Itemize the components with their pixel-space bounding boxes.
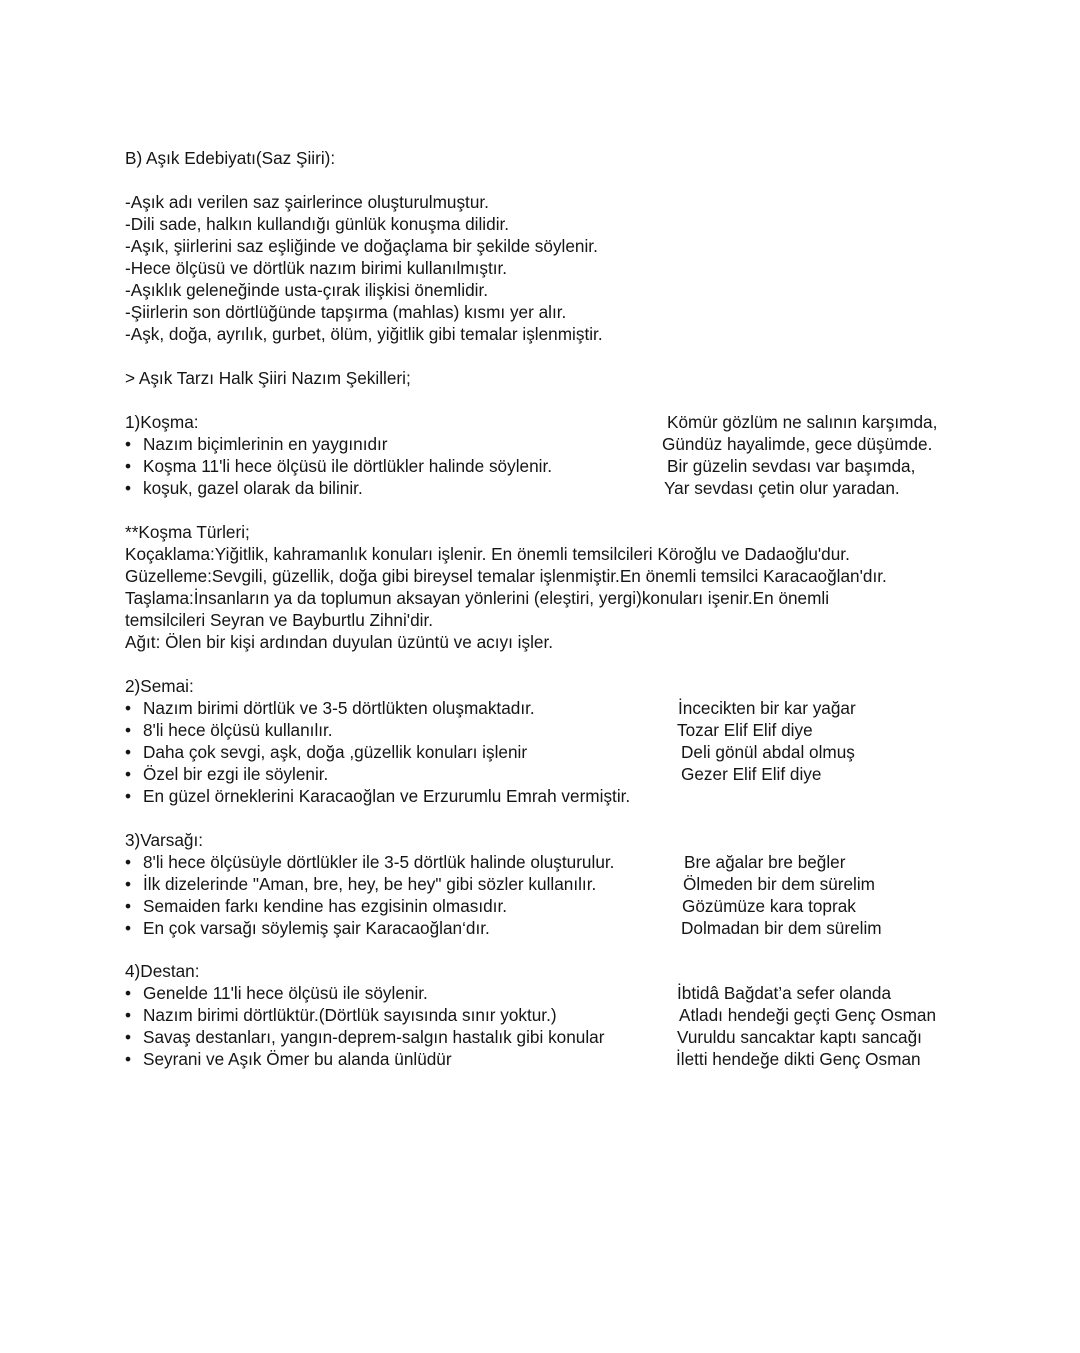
destan-poem-line: Vuruldu sancaktar kaptı sancağı — [677, 1027, 922, 1047]
kosma-bullet-item: • Koşma 11'li hece ölçüsü ile dörtlükler halinde söylenir. — [125, 456, 552, 476]
bullet-icon: • — [125, 1027, 132, 1047]
kosma-poem-line: Gündüz hayalimde, gece düşümde. — [662, 434, 933, 454]
varsagi-bullet-item: • Semaiden farkı kendine has ezgisinin olmasıdır. — [125, 896, 507, 916]
kosma-bullet-item: • Nazım biçimlerinin en yaygınıdır — [125, 434, 388, 454]
varsagi-bullet-item: • 8'li hece ölçüsüyle dörtlükler ile 3-5 dörtlük halinde oluşturulur. — [125, 852, 615, 872]
varsagi-bullet-item: • En çok varsağı söylemiş şair Karacaoğlan‘dır. — [125, 918, 490, 938]
feature-line: -Aşık adı verilen saz şairlerince oluşturulmuştur. — [125, 192, 489, 212]
bullet-icon: • — [125, 698, 132, 718]
destan-bullet-item: • Seyrani ve Aşık Ömer bu alanda ünlüdür — [125, 1049, 452, 1069]
bullet-icon: • — [125, 896, 132, 916]
varsagi-poem-line: Dolmadan bir dem sürelim — [681, 918, 882, 938]
kosma-type-line: temsilcileri Seyran ve Bayburtlu Zihni'dir. — [125, 610, 433, 630]
bullet-icon: • — [125, 983, 132, 1003]
destan-bullet-item: • Genelde 11'li hece ölçüsü ile söylenir. — [125, 983, 428, 1003]
bullet-icon: • — [125, 742, 132, 762]
kosma-type-line: Güzelleme:Sevgili, güzellik, doğa gibi bireysel temalar işlenmiştir.En önemli temsilci Karacaoğlan'dır. — [125, 566, 887, 586]
feature-line: -Şiirlerin son dörtlüğünde tapşırma (mahlas) kısmı yer alır. — [125, 302, 567, 322]
bullet-icon: • — [125, 456, 132, 476]
bullet-icon: • — [125, 764, 132, 784]
bullet-icon: • — [125, 786, 132, 806]
semai-poem-line: Tozar Elif Elif diye — [677, 720, 813, 740]
forms-title: > Aşık Tarzı Halk Şiiri Nazım Şekilleri; — [125, 368, 411, 388]
bullet-icon: • — [125, 1049, 132, 1069]
kosma-type-line: Ağıt: Ölen bir kişi ardından duyulan üzüntü ve acıyı işler. — [125, 632, 554, 652]
kosma-type-line: Taşlama:İnsanların ya da toplumun aksayan yönlerini (eleştiri, yergi)konuları işenir.En önemli — [125, 588, 830, 608]
semai-poem-line: İncecikten bir kar yağar — [678, 698, 856, 718]
feature-line: -Aşıklık geleneğinde usta-çırak ilişkisi önemlidir. — [125, 280, 488, 300]
kosma-poem-line: Yar sevdası çetin olur yaradan. — [664, 478, 900, 498]
semai-bullet-item: • En güzel örneklerini Karacaoğlan ve Erzurumlu Emrah vermiştir. — [125, 786, 631, 806]
varsagi-bullet-item: • İlk dizelerinde "Aman, bre, hey, be hey" gibi sözler kullanılır. — [125, 874, 597, 894]
varsagi-poem-line: Ölmeden bir dem sürelim — [683, 874, 875, 894]
bullet-icon: • — [125, 1005, 132, 1025]
semai-bullet-item: • Daha çok sevgi, aşk, doğa ,güzellik konuları işlenir — [125, 742, 528, 762]
feature-line: -Aşk, doğa, ayrılık, gurbet, ölüm, yiğitlik gibi temalar işlenmiştir. — [125, 324, 603, 344]
bullet-icon: • — [125, 918, 132, 938]
feature-line: -Hece ölçüsü ve dörtlük nazım birimi kullanılmıştır. — [125, 258, 508, 278]
bullet-icon: • — [125, 852, 132, 872]
bullet-icon: • — [125, 720, 132, 740]
semai-poem-line: Gezer Elif Elif diye — [681, 764, 822, 784]
destan-poem-line: İbtidâ Bağdat’a sefer olanda — [677, 983, 892, 1003]
varsagi-title: 3)Varsağı: — [125, 830, 204, 850]
kosma-title: 1)Koşma: — [125, 412, 199, 432]
destan-bullet-item: • Nazım birimi dörtlüktür.(Dörtlük sayısında sınır yoktur.) — [125, 1005, 557, 1025]
feature-line: -Dili sade, halkın kullandığı günlük konuşma dilidir. — [125, 214, 510, 234]
kosma-poem-line: Bir güzelin sevdası var başımda, — [667, 456, 916, 476]
semai-bullet-item: • Özel bir ezgi ile söylenir. — [125, 764, 329, 784]
destan-bullet-item: • Savaş destanları, yangın-deprem-salgın hastalık gibi konular — [125, 1027, 605, 1047]
semai-bullet-item: • Nazım birimi dörtlük ve 3-5 dörtlükten oluşmaktadır. — [125, 698, 535, 718]
semai-poem-line: Deli gönül abdal olmuş — [681, 742, 855, 762]
kosma-types-title: **Koşma Türleri; — [125, 522, 250, 542]
bullet-icon: • — [125, 478, 132, 498]
destan-poem-line: Atladı hendeği geçti Genç Osman — [679, 1005, 937, 1025]
varsagi-poem-line: Gözümüze kara toprak — [682, 896, 856, 916]
kosma-bullet-item: • koşuk, gazel olarak da bilinir. — [125, 478, 363, 498]
semai-bullet-item: • 8'li hece ölçüsü kullanılır. — [125, 720, 333, 740]
destan-poem-line: İletti hendeğe dikti Genç Osman — [676, 1049, 921, 1069]
page-heading: B) Aşık Edebiyatı(Saz Şiiri): — [125, 148, 336, 168]
feature-line: -Aşık, şiirlerini saz eşliğinde ve doğaçlama bir şekilde söylenir. — [125, 236, 598, 256]
bullet-icon: • — [125, 874, 132, 894]
bullet-icon: • — [125, 434, 132, 454]
kosma-poem-line: Kömür gözlüm ne salının karşımda, — [667, 412, 938, 432]
kosma-type-line: Koçaklama:Yiğitlik, kahramanlık konuları işlenir. En önemli temsilcileri Köroğlu ve Dadaoğlu'dur. — [125, 544, 850, 564]
semai-title: 2)Semai: — [125, 676, 194, 696]
destan-title: 4)Destan: — [125, 961, 200, 981]
varsagi-poem-line: Bre ağalar bre beğler — [684, 852, 846, 872]
